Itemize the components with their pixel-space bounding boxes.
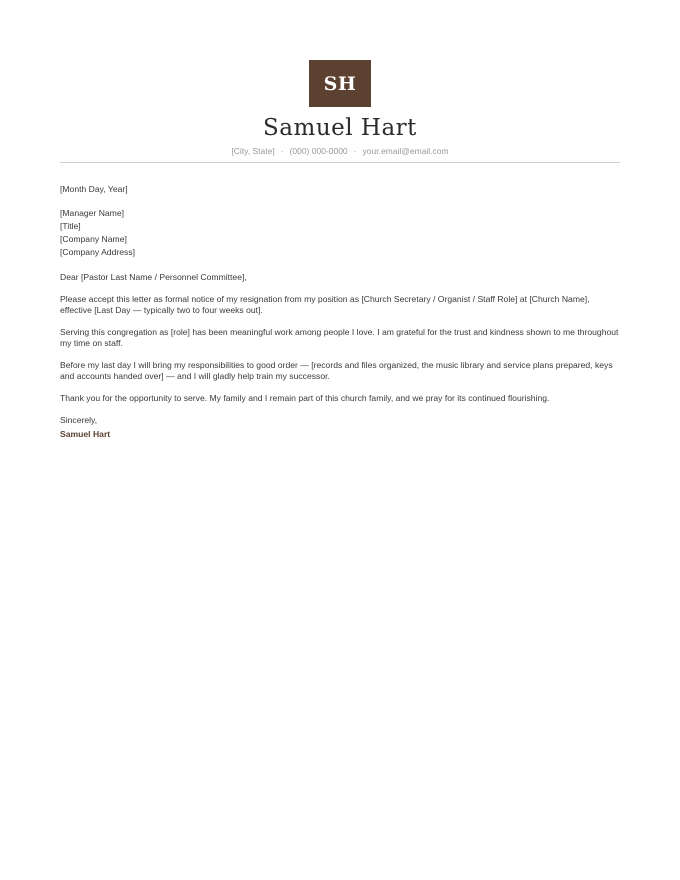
paragraph: Before my last day I will bring my responsibilities to good order — [records and files organized, the music library and service plans prepared, keys and accounts handed over] — and I will gladly help train my successor. — [60, 360, 613, 381]
contact-email: your.email@email.com — [362, 146, 449, 156]
contact-phone: (000) 000-0000 — [289, 146, 348, 156]
recipient-title: [Title] — [60, 221, 81, 231]
recipient-company-name: [Company Name] — [60, 234, 127, 244]
paragraph: Please accept this letter as formal notice of my resignation from my position as [Church Secretary / Organist / Staff Role] at [Church Name], effective [Last Day — typically two to four weeks out]. — [60, 294, 590, 315]
signature: Samuel Hart — [60, 429, 111, 439]
salutation: Dear [Pastor Last Name / Personnel Committee], — [60, 272, 247, 282]
letter-body — [60, 184, 620, 440]
sender-name: Samuel Hart — [263, 115, 417, 141]
contact-line — [0, 146, 680, 156]
contact-location: [City, State] — [231, 146, 275, 156]
closing: Sincerely, — [60, 415, 98, 425]
contact-separator: · — [353, 146, 357, 156]
contact-separator: · — [280, 146, 284, 156]
header-divider — [60, 162, 620, 163]
recipient-company-address: [Company Address] — [60, 247, 135, 257]
recipient-manager-name: [Manager Name] — [60, 208, 125, 218]
recipient-block — [60, 207, 620, 259]
letter-date: [Month Day, Year] — [60, 184, 128, 194]
paragraph: Thank you for the opportunity to serve. My family and I remain part of this church family, and we pray for its continued flourishing. — [60, 393, 550, 403]
monogram-badge: SH — [309, 60, 371, 107]
paragraph: Serving this congregation as [role] has been meaningful work among people I love. I am grateful for the trust and kindness shown to me throughout my time on staff. — [60, 327, 619, 348]
